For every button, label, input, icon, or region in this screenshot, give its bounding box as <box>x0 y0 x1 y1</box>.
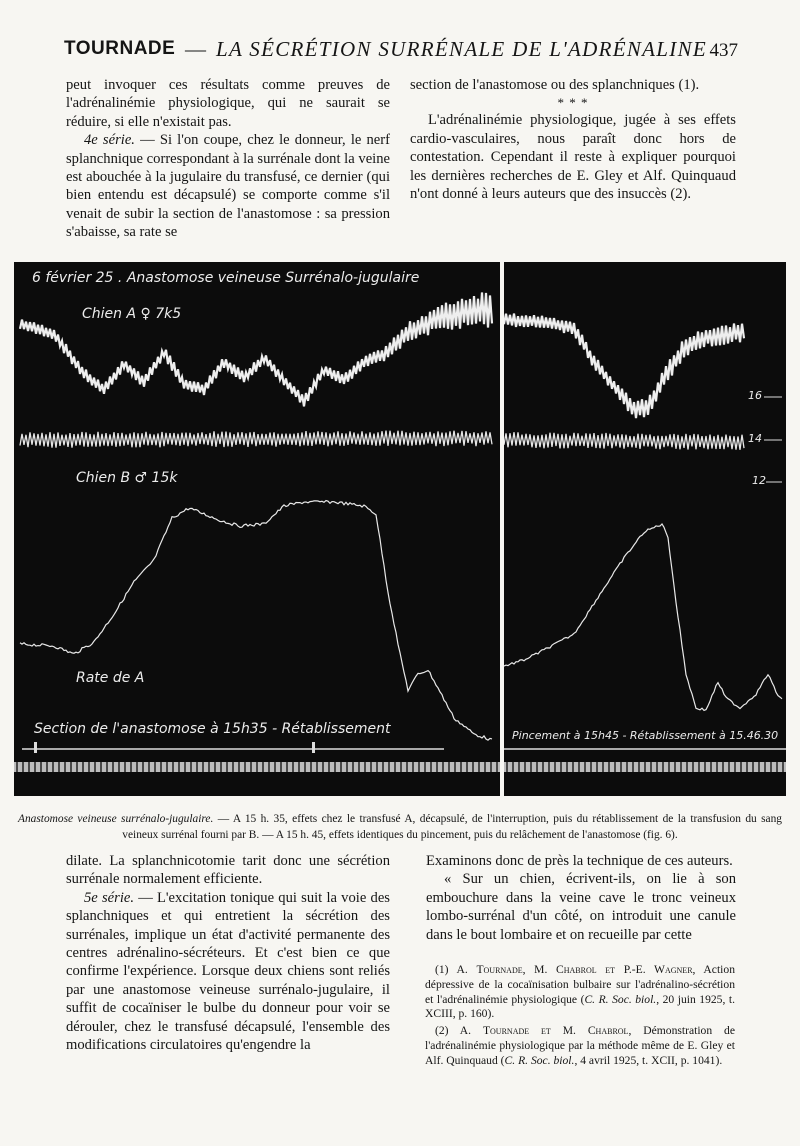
time-tick <box>178 762 180 772</box>
time-tick <box>518 762 520 772</box>
top-left-para-2 <box>66 131 390 241</box>
time-tick <box>280 762 282 772</box>
time-tick <box>406 762 408 772</box>
fn1-authors: Tournade, M. Chabrol et P.-E. Wagner <box>476 963 693 976</box>
fn2-ref: , 4 avril 1925, t. XCII, p. 1041). <box>574 1053 723 1067</box>
footnotes <box>425 963 735 1071</box>
time-tick <box>304 762 306 772</box>
time-tick <box>88 762 90 772</box>
time-tick <box>352 762 354 772</box>
time-tick <box>460 762 462 772</box>
time-tick <box>560 762 562 772</box>
time-tick <box>524 762 526 772</box>
header-dash: — <box>185 37 206 61</box>
time-tick <box>118 762 120 772</box>
footnote-2 <box>425 1024 735 1068</box>
time-tick <box>484 762 486 772</box>
footnote-1 <box>425 963 735 1022</box>
time-tick <box>644 762 646 772</box>
time-tick <box>478 762 480 772</box>
time-tick <box>208 762 210 772</box>
time-tick <box>662 762 664 772</box>
time-tick <box>536 762 538 772</box>
time-tick <box>614 762 616 772</box>
top-right-para-2: L'adrénalinémie physiologique, jugée à ses effets cardio-vasculaires, nous paraît donc hors de contestation. Cependant il reste à expliquer pourquoi les dernières recherches de E. Gley et Alf. Quinquaud n'ont donné à leurs auteurs que des insuccès (2). <box>410 112 736 203</box>
handwritten-pincement-note: Pincement à 15h45 - Rétablissement à 15.46.30 <box>512 729 779 742</box>
time-tick <box>602 762 604 772</box>
time-tick <box>758 762 760 772</box>
time-tick <box>316 762 318 772</box>
time-tick <box>680 762 682 772</box>
time-tick <box>154 762 156 772</box>
figure-plate-right <box>504 262 786 796</box>
time-tick <box>496 762 498 772</box>
pressure-trace-chien-a-2 <box>504 314 744 419</box>
fn2-prefix: (2) A. <box>435 1024 483 1038</box>
spleen-volume-trace <box>20 501 492 741</box>
time-tick <box>148 762 150 772</box>
fn1-title: , Action dépressive de la cocaïnisation bulbaire sur l'adrénalino-sécrétion et l'adrénalinémie physiologique ( <box>425 963 735 1006</box>
top-right-para-1: section de l'anastomose ou des splanchniques (1). <box>410 77 700 93</box>
running-header <box>64 38 740 68</box>
time-tick <box>292 762 294 772</box>
time-tick <box>394 762 396 772</box>
spleen-volume-trace-2 <box>504 524 782 710</box>
time-tick <box>424 762 426 772</box>
time-tick <box>632 762 634 772</box>
scale-label-14: 14 <box>748 432 762 445</box>
time-tick <box>16 762 18 772</box>
time-tick <box>214 762 216 772</box>
fn1-ref: , 20 juin 1925, t. XCIII, p. 160). <box>425 992 736 1021</box>
time-tick <box>70 762 72 772</box>
time-tick <box>734 762 736 772</box>
time-tick <box>638 762 640 772</box>
top-left-para-1: peut invoquer ces résultats comme preuves de l'adrénalinémie physiologique, qui ne saurait se réduire, si elle n'existait pas. <box>66 77 390 130</box>
header-title: LA SÉCRÉTION SURRÉNALE DE L'ADRÉNALINE <box>216 37 708 61</box>
time-tick <box>454 762 456 772</box>
time-tick <box>202 762 204 772</box>
time-tick <box>262 762 264 772</box>
time-tick <box>112 762 114 772</box>
time-tick <box>472 762 474 772</box>
time-tick <box>490 762 492 772</box>
time-tick <box>448 762 450 772</box>
time-tick <box>572 762 574 772</box>
handwritten-rate: Rate de A <box>76 670 145 686</box>
time-tick <box>412 762 414 772</box>
time-ticks <box>16 762 498 772</box>
kymograph-right <box>504 262 786 796</box>
time-tick <box>130 762 132 772</box>
time-tick <box>436 762 438 772</box>
figure-caption <box>18 812 782 843</box>
time-tick <box>512 762 514 772</box>
fn2-journal: C. R. Soc. biol. <box>504 1053 575 1067</box>
header-author: TOURNADE <box>64 38 176 59</box>
time-tick <box>620 762 622 772</box>
handwritten-section-note: Section de l'anastomose à 15h35 - Rétablissement <box>34 721 391 737</box>
figure-plate-left <box>14 262 500 796</box>
time-tick <box>686 762 688 772</box>
time-tick <box>746 762 748 772</box>
time-tick <box>740 762 742 772</box>
time-tick <box>770 762 772 772</box>
time-tick <box>388 762 390 772</box>
time-tick <box>142 762 144 772</box>
time-tick <box>776 762 778 772</box>
signal-mark-2 <box>312 742 315 753</box>
time-tick <box>722 762 724 772</box>
bottom-right-para-1: Examinons donc de près la technique de ces auteurs. <box>426 853 733 869</box>
pressure-trace-chien-b-2 <box>504 432 744 450</box>
time-tick <box>590 762 592 772</box>
time-tick <box>466 762 468 772</box>
time-tick <box>506 762 508 772</box>
series-4-text: — Si l'on coupe, chez le donneur, le nerf splanchnique correspondant à la surrénale dont la veine est abouchée à la jugulaire du transfusé, ce dernier (qui bien entendu est décapsulé) se comporte comme s'il venait de subir la section de l'anastomose : sa pression s'abaisse, sa rate se <box>66 132 390 241</box>
bottom-right-para-2: « Sur un chien, écrivent-ils, on lie à son embouchure dans la veine cave le tronc veineux lombo-surrénal d'un côté, on introduit une canule dans le bout lombaire et on recueille par cette <box>426 871 736 943</box>
pressure-trace-chien-b <box>20 431 492 448</box>
time-tick <box>752 762 754 772</box>
time-tick <box>418 762 420 772</box>
time-tick <box>28 762 30 772</box>
time-tick <box>584 762 586 772</box>
time-tick <box>250 762 252 772</box>
time-tick <box>656 762 658 772</box>
scale-label-12: 12 <box>752 474 766 487</box>
bottom-left-column <box>66 852 390 1054</box>
handwritten-title: 6 février 25 . Anastomose veineuse Surrénalo-jugulaire <box>32 270 420 286</box>
time-tick <box>46 762 48 772</box>
time-tick <box>298 762 300 772</box>
time-tick <box>268 762 270 772</box>
signal-mark-1 <box>34 742 37 753</box>
page-number: 437 <box>709 40 738 61</box>
time-tick <box>530 762 532 772</box>
scale-label-16: 16 <box>748 389 762 402</box>
time-tick <box>400 762 402 772</box>
time-tick <box>376 762 378 772</box>
time-tick <box>58 762 60 772</box>
time-tick <box>184 762 186 772</box>
time-tick <box>334 762 336 772</box>
time-tick <box>22 762 24 772</box>
time-tick <box>716 762 718 772</box>
time-tick <box>52 762 54 772</box>
time-tick <box>76 762 78 772</box>
time-tick <box>364 762 366 772</box>
time-tick <box>232 762 234 772</box>
caption-text: — A 15 h. 35, effets chez le transfusé A, décapsulé, de l'interruption, puis du rétablissement de la transfusion du sang veineux surrénal fourni par B. — A 15 h. 45, effets identiques du pincement, puis du relâchement de l'anastomose (fig. 6). <box>122 813 782 841</box>
time-tick <box>136 762 138 772</box>
time-tick <box>124 762 126 772</box>
bottom-left-para-1: dilate. La splanchnicotomie tarit donc une sécrétion surrénale normalement efficiente. <box>66 853 390 888</box>
fn2-authors: Tournade et M. Chabrol <box>482 1024 629 1038</box>
time-tick <box>668 762 670 772</box>
fn1-journal: C. R. Soc. biol. <box>584 992 657 1006</box>
time-tick <box>358 762 360 772</box>
kymograph-left <box>14 262 500 796</box>
time-tick <box>310 762 312 772</box>
time-tick <box>328 762 330 772</box>
time-tick <box>172 762 174 772</box>
caption-title: Anastomose veineuse surrénalo-jugulaire. <box>18 813 214 825</box>
time-tick <box>40 762 42 772</box>
bottom-left-para-2 <box>66 889 390 1055</box>
time-tick <box>346 762 348 772</box>
time-tick <box>256 762 258 772</box>
time-tick <box>692 762 694 772</box>
time-tick <box>100 762 102 772</box>
time-tick <box>196 762 198 772</box>
time-tick <box>340 762 342 772</box>
handwritten-chien-b: Chien B ♂ 15k <box>76 470 178 486</box>
time-tick <box>442 762 444 772</box>
time-tick <box>238 762 240 772</box>
time-tick <box>382 762 384 772</box>
time-tick <box>596 762 598 772</box>
time-tick <box>82 762 84 772</box>
time-tick <box>674 762 676 772</box>
top-right-column <box>410 76 736 203</box>
time-tick <box>554 762 556 772</box>
time-tick <box>160 762 162 772</box>
time-tick <box>34 762 36 772</box>
bottom-right-column <box>426 852 736 944</box>
time-tick <box>286 762 288 772</box>
time-tick <box>322 762 324 772</box>
series-5-label: 5e série. <box>84 889 134 906</box>
time-tick <box>542 762 544 772</box>
top-left-column <box>66 76 390 242</box>
time-tick <box>650 762 652 772</box>
series-4-label: 4e série. <box>84 132 135 149</box>
time-tick <box>94 762 96 772</box>
time-tick <box>430 762 432 772</box>
time-tick <box>226 762 228 772</box>
fn1-prefix: (1) A. <box>435 963 477 976</box>
time-tick <box>106 762 108 772</box>
time-tick <box>244 762 246 772</box>
time-tick <box>710 762 712 772</box>
time-tick <box>704 762 706 772</box>
time-tick <box>190 762 192 772</box>
time-tick <box>608 762 610 772</box>
time-tick <box>64 762 66 772</box>
time-tick <box>274 762 276 772</box>
time-tick <box>566 762 568 772</box>
time-tick <box>698 762 700 772</box>
fn2-title: , Démonstration de l'adrénalinémie physiologique par la méthode même de E. Gley et Alf. Quinquaud ( <box>425 1024 735 1067</box>
time-tick <box>578 762 580 772</box>
time-tick <box>626 762 628 772</box>
time-tick <box>782 762 784 772</box>
handwritten-chien-a: Chien A ♀ 7k5 <box>82 306 182 322</box>
time-tick <box>548 762 550 772</box>
time-tick <box>220 762 222 772</box>
series-5-text: — L'excitation tonique qui suit la voie des splanchniques et qui entretient la sécrétion des surrénales, implique un état d'activité permanente des centres adrénalino-sécréteurs. Et c'est bien ce que confirme l'expérience. Lorsque deux chiens sont reliés par une anastomose veineuse surrénalo-jugulaire, il suffit de cocaïniser le bulbe du donneur pour voir se dérouler, chez le transfusé décapsulé, l'ensemble des modifications circulatoires qu'engendre la <box>66 889 390 1054</box>
time-tick <box>764 762 766 772</box>
time-tick <box>166 762 168 772</box>
time-tick <box>728 762 730 772</box>
section-stars: * * * <box>557 95 589 111</box>
time-tick <box>370 762 372 772</box>
